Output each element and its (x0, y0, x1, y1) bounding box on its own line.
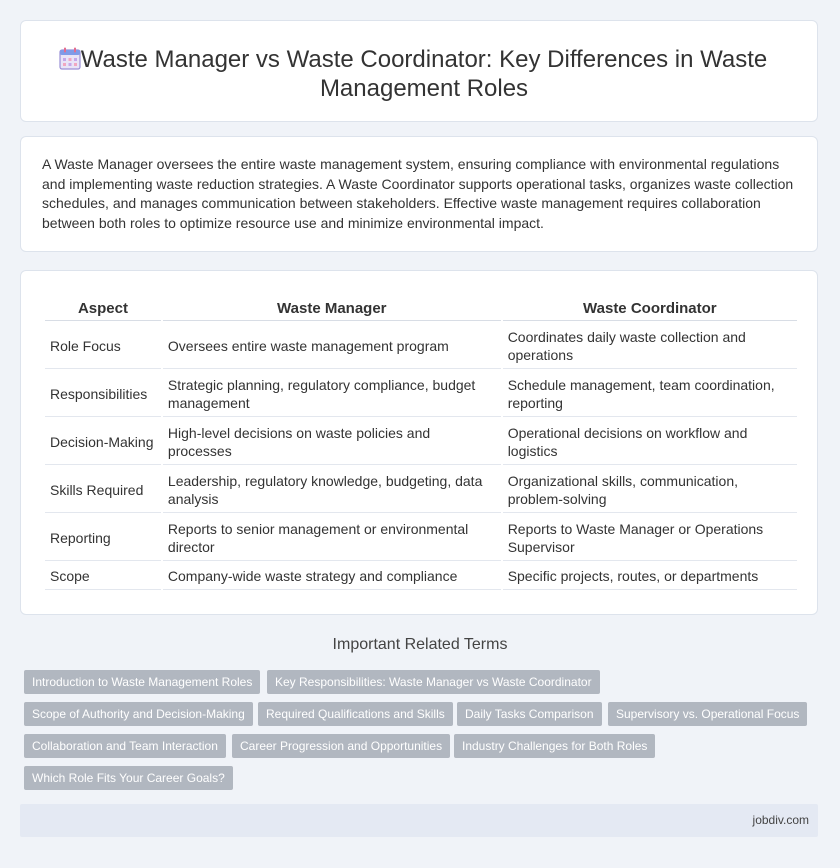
header-waste-manager: Waste Manager (163, 297, 501, 321)
header-aspect: Aspect (45, 297, 161, 321)
related-tag[interactable]: Career Progression and Opportunities (232, 734, 450, 758)
related-tag[interactable]: Collaboration and Team Interaction (24, 734, 226, 758)
table-row (45, 563, 797, 590)
table-row (45, 323, 797, 369)
intro-paragraph: A Waste Manager oversees the entire waste management system, ensuring compliance with environmental regulations and implementing waste reduction strategies. A Waste Coordinator supports operational tasks, organizes waste collection schedules, and manages communication between stakeholders. Effective waste management requires collaboration between both roles to optimize resource use and minimize environmental impact. (42, 156, 794, 231)
table-cell: Reports to Waste Manager or Operations Supervisor (503, 515, 797, 561)
title-card (20, 20, 818, 122)
table-cell: Decision-Making (45, 419, 161, 465)
table-cell: Skills Required (45, 467, 161, 513)
table-cell: Company-wide waste strategy and compliance (163, 563, 501, 590)
table-cell: Oversees entire waste management program (163, 323, 501, 369)
table-cell: High-level decisions on waste policies and processes (163, 419, 501, 465)
table-cell: Operational decisions on workflow and logistics (503, 419, 797, 465)
related-terms-heading: Important Related Terms (332, 636, 508, 653)
table-cell: Organizational skills, communication, problem-solving (503, 467, 797, 513)
table-cell: Strategic planning, regulatory compliance, budget management (163, 371, 501, 417)
comparison-table (43, 295, 799, 592)
comparison-card (20, 270, 818, 615)
table-cell: Leadership, regulatory knowledge, budgeting, data analysis (163, 467, 501, 513)
table-cell: Responsibilities (45, 371, 161, 417)
related-tag[interactable]: Scope of Authority and Decision-Making (24, 702, 253, 726)
table-cell: Coordinates daily waste collection and operations (503, 323, 797, 369)
header-waste-coordinator: Waste Coordinator (503, 297, 797, 321)
related-tag[interactable]: Daily Tasks Comparison (457, 702, 602, 726)
table-cell: Scope (45, 563, 161, 590)
intro-card (20, 136, 818, 252)
table-row (45, 371, 797, 417)
related-tag[interactable]: Introduction to Waste Management Roles (24, 670, 260, 694)
table-cell: Schedule management, team coordination, reporting (503, 371, 797, 417)
related-tag[interactable]: Required Qualifications and Skills (258, 702, 453, 726)
table-cell: Reporting (45, 515, 161, 561)
table-header-row (45, 297, 797, 321)
related-tag[interactable]: Which Role Fits Your Career Goals? (24, 766, 233, 790)
related-tag[interactable]: Supervisory vs. Operational Focus (608, 702, 807, 726)
table-cell: Role Focus (45, 323, 161, 369)
footer-site-link[interactable]: jobdiv.com (752, 813, 809, 827)
footer (20, 804, 818, 837)
related-tag[interactable]: Key Responsibilities: Waste Manager vs Waste Coordinator (267, 670, 600, 694)
table-row (45, 515, 797, 561)
table-row (45, 467, 797, 513)
table-cell: Reports to senior management or environmental director (163, 515, 501, 561)
related-tag[interactable]: Industry Challenges for Both Roles (454, 734, 655, 758)
page-title: Waste Manager vs Waste Coordinator: Key Differences in Waste Management Roles (80, 46, 768, 102)
table-row (45, 419, 797, 465)
table-cell: Specific projects, routes, or departments (503, 563, 797, 590)
